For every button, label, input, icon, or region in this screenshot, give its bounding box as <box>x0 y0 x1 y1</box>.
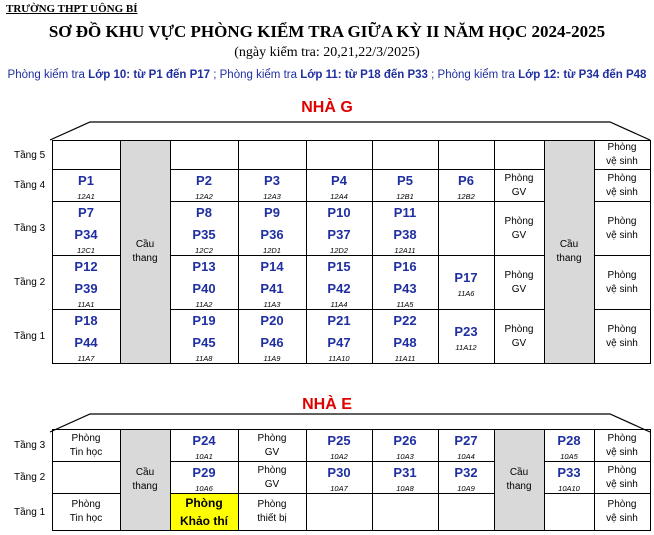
empty-cell <box>238 141 306 170</box>
exam-room <box>170 310 238 364</box>
room-number: P14 <box>260 259 284 274</box>
room-number: P12 <box>74 259 98 274</box>
roof-building-g <box>50 122 650 140</box>
room-number: P8 <box>196 205 212 220</box>
room-number: P2 <box>196 173 212 188</box>
restroom <box>594 202 650 256</box>
class-code: 10A8 <box>396 484 414 493</box>
room-number: P32 <box>454 465 478 480</box>
restroom-label: Phòng <box>607 269 637 281</box>
room-number: P15 <box>327 259 351 274</box>
restroom-label: vệ sinh <box>606 283 638 295</box>
exam-room <box>438 170 494 202</box>
class-code: 10A5 <box>560 452 578 461</box>
restroom-label: Phòng <box>607 323 637 335</box>
room-number: P45 <box>192 335 216 350</box>
class-code: 11A9 <box>263 354 281 363</box>
exam-room <box>544 462 594 494</box>
class-code: 10A2 <box>330 452 348 461</box>
exam-room <box>238 256 306 310</box>
class-code: 12A3 <box>263 192 281 201</box>
room-number: P28 <box>557 433 581 448</box>
class-code: 11A2 <box>195 300 213 309</box>
exam-room <box>306 462 372 494</box>
room-number: P30 <box>327 465 351 480</box>
room-number: P21 <box>327 313 351 328</box>
empty-cell <box>438 141 494 170</box>
room-number: P29 <box>192 465 216 480</box>
room-number: P35 <box>192 227 216 242</box>
teacher-room-label: Phòng <box>504 172 534 184</box>
info-range: từ P34 đến P48 <box>563 69 647 81</box>
restroom-label: vệ sinh <box>606 446 638 458</box>
class-code: 10A3 <box>396 452 414 461</box>
empty-cell <box>52 141 120 170</box>
room-number: P44 <box>74 335 98 350</box>
restroom-label: vệ sinh <box>606 513 638 524</box>
room-number: P41 <box>260 281 284 296</box>
empty-cell <box>544 494 594 531</box>
teacher-room-label: Phòng <box>504 323 534 335</box>
room-number: P31 <box>393 465 417 480</box>
class-code: 11A1 <box>77 300 95 309</box>
restroom-label: vệ sinh <box>606 478 638 490</box>
exam-room <box>238 170 306 202</box>
computer-room-label: Tin học <box>69 513 103 524</box>
class-code: 12D1 <box>263 246 281 255</box>
restroom-label: Phòng <box>607 464 637 476</box>
teacher-room <box>238 462 306 494</box>
floor-label: Tầng 1 <box>14 331 46 342</box>
staircase <box>494 430 544 531</box>
room-number: P24 <box>192 433 216 448</box>
computer-room <box>52 430 120 462</box>
exam-room <box>438 430 494 462</box>
exam-room <box>306 202 372 256</box>
room-number: P38 <box>393 227 417 242</box>
class-code: 12D2 <box>330 246 348 255</box>
class-code: 10A7 <box>330 484 348 493</box>
floor-label: Tầng 3 <box>14 440 46 451</box>
class-code: 10A10 <box>558 484 580 493</box>
staircase <box>120 430 170 531</box>
room-number: P4 <box>331 173 347 188</box>
empty-cell <box>372 141 438 170</box>
teacher-room-label: GV <box>511 186 527 198</box>
restroom <box>594 170 650 202</box>
exam-room <box>438 462 494 494</box>
exam-room <box>52 170 120 202</box>
room-number: P17 <box>454 270 478 285</box>
class-code: 10A9 <box>457 484 475 493</box>
room-number: P10 <box>327 205 351 220</box>
room-number: P18 <box>74 313 98 328</box>
room-number: P5 <box>397 173 413 188</box>
exam-room <box>306 170 372 202</box>
empty-cell <box>438 494 494 531</box>
room-number: P27 <box>454 433 478 448</box>
restroom-label: Phòng <box>607 499 637 510</box>
empty-cell <box>170 141 238 170</box>
empty-cell <box>306 141 372 170</box>
restroom-label: vệ sinh <box>606 229 638 241</box>
room-number: P47 <box>327 335 351 350</box>
stair-label: Cầu <box>509 467 529 478</box>
class-code: 11A8 <box>195 354 213 363</box>
exam-room <box>372 462 438 494</box>
equipment-room-label: thiết bị <box>257 513 287 524</box>
floor-label: Tầng 2 <box>14 472 46 483</box>
exam-room <box>306 310 372 364</box>
room-number: P19 <box>192 313 216 328</box>
teacher-room-label: Phòng <box>504 215 534 227</box>
exam-room <box>170 256 238 310</box>
building-e-title: NHÀ E <box>302 396 352 413</box>
stair-label: Cầu <box>559 239 579 250</box>
class-code: 12B2 <box>457 192 475 201</box>
room-number: P16 <box>393 259 417 274</box>
restroom-label: vệ sinh <box>606 186 638 198</box>
class-code: 11A10 <box>328 354 350 363</box>
building-e-plan <box>8 429 651 531</box>
info-range: từ P18 đến P33 <box>344 69 428 81</box>
class-code: 10A4 <box>457 452 475 461</box>
teacher-room-label: GV <box>511 337 527 349</box>
computer-room-label: Phòng <box>71 432 101 444</box>
empty-cell <box>494 141 544 170</box>
room-number: P25 <box>327 433 351 448</box>
room-number: P13 <box>192 259 216 274</box>
exam-room <box>544 430 594 462</box>
class-code: 12A1 <box>77 192 95 201</box>
exam-room <box>372 430 438 462</box>
empty-cell <box>438 202 494 256</box>
room-number: P9 <box>264 205 280 220</box>
room-number: P34 <box>74 227 98 242</box>
exam-room <box>438 310 494 364</box>
room-number: P37 <box>327 227 351 242</box>
computer-room-label: Tin học <box>69 446 103 458</box>
exam-office <box>170 494 238 531</box>
info-separator: ; <box>210 69 220 81</box>
class-code: 11A6 <box>457 289 475 298</box>
class-code: 12C2 <box>195 246 213 255</box>
exam-room <box>438 256 494 310</box>
restroom-label: Phòng <box>607 215 637 227</box>
info-separator: ; <box>427 69 438 81</box>
floor-label: Tầng 5 <box>14 149 46 161</box>
floor-label: Tầng 4 <box>14 180 46 191</box>
floor-label: Tầng 3 <box>14 223 46 234</box>
exam-room <box>238 202 306 256</box>
equipment-room-label: Phòng <box>257 499 287 510</box>
info-prefix: Phòng kiểm tra <box>437 69 519 81</box>
restroom <box>594 462 650 494</box>
class-code: 11A12 <box>455 343 477 352</box>
page-title: SƠ ĐỒ KHU VỰC PHÒNG KIỂM TRA GIỮA KỲ II NĂM HỌC 2024-2025 <box>48 22 606 41</box>
empty-cell <box>372 494 438 531</box>
school-name: TRƯỜNG THPT UÔNG BÍ <box>6 3 138 15</box>
exam-office-label: Khảo thí <box>180 514 228 528</box>
class-code: 11A3 <box>263 300 281 309</box>
restroom-label: Phòng <box>607 142 637 153</box>
info-prefix: Phòng kiểm tra <box>219 69 301 81</box>
room-number: P23 <box>454 324 478 339</box>
teacher-room-label: Phòng <box>257 464 287 476</box>
info-grade: Lớp 10: <box>88 69 131 81</box>
teacher-room-label: GV <box>511 283 527 295</box>
info-grade: Lớp 12: <box>518 69 561 81</box>
room-number: P6 <box>458 173 474 188</box>
room-number: P40 <box>192 281 216 296</box>
room-number: P46 <box>260 335 284 350</box>
room-number: P42 <box>327 281 351 296</box>
exam-room <box>306 256 372 310</box>
class-code: 11A5 <box>396 300 414 309</box>
room-number: P33 <box>557 465 581 480</box>
teacher-room-label: Phòng <box>257 432 287 444</box>
stair-label: thang <box>506 481 532 492</box>
restroom-label: Phòng <box>607 432 637 444</box>
restroom <box>594 494 650 531</box>
class-code: 10A1 <box>195 452 213 461</box>
exam-room <box>372 256 438 310</box>
room-number: P36 <box>260 227 284 242</box>
room-number: P43 <box>393 281 417 296</box>
room-number: P39 <box>74 281 98 296</box>
exam-room <box>170 430 238 462</box>
exam-dates: (ngày kiểm tra: 20,21,22/3/2025) <box>234 45 420 60</box>
restroom-label: Phòng <box>607 172 637 184</box>
stair-label: Cầu <box>135 467 155 478</box>
class-code: 12C1 <box>77 246 95 255</box>
class-code: 12A11 <box>394 246 416 255</box>
class-code: 12A4 <box>330 192 348 201</box>
empty-cell <box>52 462 120 494</box>
restroom <box>594 256 650 310</box>
stair-label: thang <box>132 481 158 492</box>
restroom <box>594 310 650 364</box>
exam-room <box>52 310 120 364</box>
building-g-title: NHÀ G <box>301 99 353 116</box>
room-number: P7 <box>78 205 94 220</box>
equipment-room <box>238 494 306 531</box>
teacher-room <box>494 170 544 202</box>
teacher-room-label: GV <box>511 229 527 241</box>
restroom-label: vệ sinh <box>606 337 638 349</box>
class-code: 11A7 <box>77 354 95 363</box>
restroom-label: vệ sinh <box>606 156 638 167</box>
room-number: P1 <box>78 173 94 188</box>
room-number: P48 <box>393 335 417 350</box>
info-range: từ P1 đến P17 <box>133 69 211 81</box>
room-number: P3 <box>264 173 280 188</box>
class-code: 10A6 <box>195 484 213 493</box>
exam-room <box>372 310 438 364</box>
exam-room <box>52 256 120 310</box>
exam-room <box>306 430 372 462</box>
exam-office-label: Phòng <box>185 496 223 510</box>
class-code: 12B1 <box>396 192 414 201</box>
teacher-room <box>494 202 544 256</box>
staircase <box>544 141 594 364</box>
exam-room <box>52 202 120 256</box>
room-number: P20 <box>260 313 284 328</box>
floor-label: Tầng 1 <box>14 506 46 518</box>
teacher-room <box>238 430 306 462</box>
exam-room <box>372 170 438 202</box>
exam-room <box>170 462 238 494</box>
exam-room <box>170 170 238 202</box>
exam-room <box>372 202 438 256</box>
class-code: 12A2 <box>195 192 213 201</box>
room-number: P26 <box>393 433 417 448</box>
building-g-plan <box>8 140 651 364</box>
class-code: 11A11 <box>394 354 416 363</box>
stair-label: Cầu <box>135 239 155 250</box>
class-code: 11A4 <box>330 300 348 309</box>
teacher-room-label: GV <box>264 446 280 458</box>
teacher-room-label: Phòng <box>504 269 534 281</box>
exam-room <box>238 310 306 364</box>
empty-cell <box>306 494 372 531</box>
exam-room <box>170 202 238 256</box>
teacher-room <box>494 310 544 364</box>
room-number: P11 <box>393 205 417 220</box>
stair-label: thang <box>556 253 582 264</box>
info-prefix: Phòng kiểm tra <box>7 69 89 81</box>
computer-room <box>52 494 120 531</box>
floor-label: Tầng 2 <box>14 277 46 288</box>
info-grade: Lớp 11: <box>300 69 342 81</box>
room-number: P22 <box>393 313 417 328</box>
staircase <box>120 141 170 364</box>
stair-label: thang <box>132 253 158 264</box>
teacher-room <box>494 256 544 310</box>
teacher-room-label: GV <box>264 478 280 490</box>
restroom <box>594 141 650 170</box>
restroom <box>594 430 650 462</box>
computer-room-label: Phòng <box>71 499 101 510</box>
